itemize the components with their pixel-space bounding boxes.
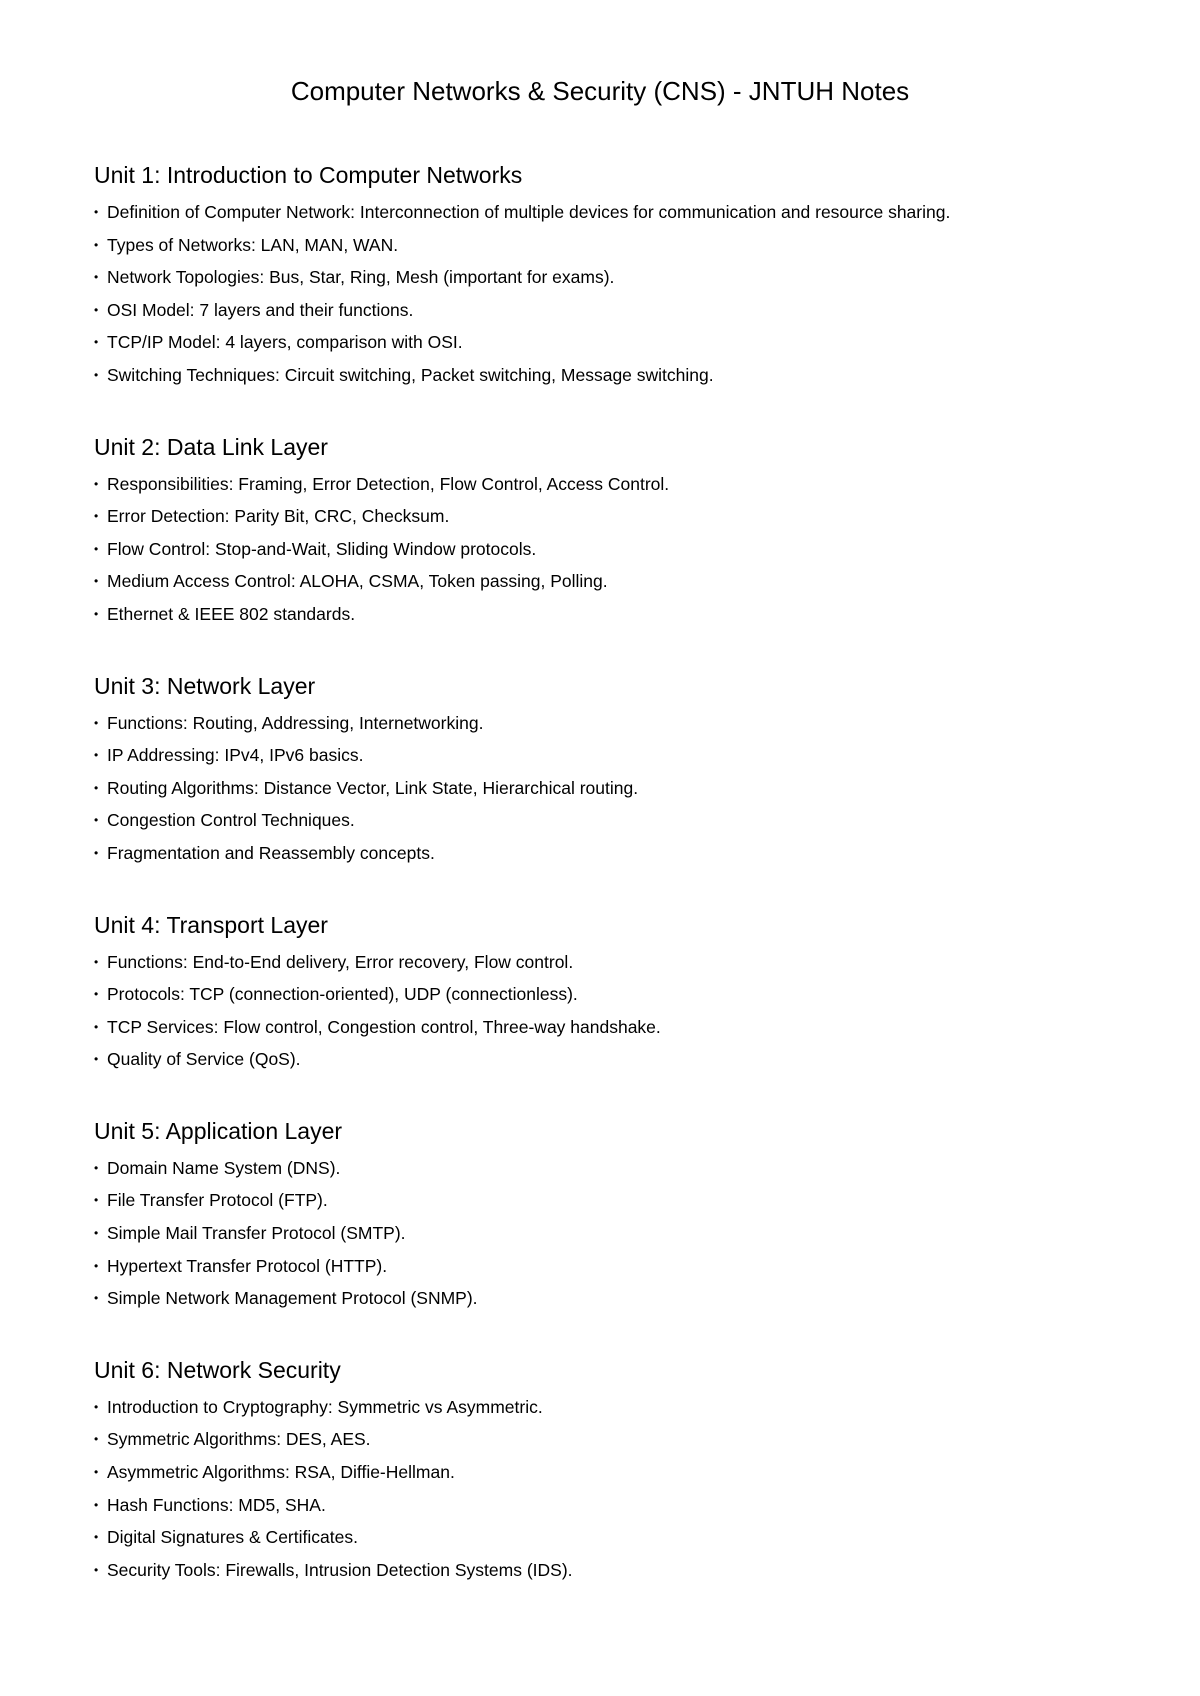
unit-list [94,1152,1144,1315]
bullet-icon: • [94,237,99,252]
list-item [94,326,1144,359]
list-item-text: Symmetric Algorithms: DES, AES. [107,1429,371,1450]
bullet-icon: • [94,509,99,524]
bullet-icon: • [94,845,99,860]
list-item-text: Congestion Control Techniques. [107,810,355,831]
bullet-icon: • [94,1160,99,1175]
list-item [94,565,1144,598]
unit-section-1 [94,160,1144,392]
list-item [94,468,1144,501]
bullet-icon: • [94,1432,99,1447]
list-item [94,946,1144,979]
bullet-icon: • [94,987,99,1002]
bullet-icon: • [94,1399,99,1414]
unit-heading: Unit 6: Network Security [94,1356,341,1383]
list-item-text: Digital Signatures & Certificates. [107,1527,358,1548]
bullet-icon: • [94,1497,99,1512]
bullet-icon: • [94,541,99,556]
unit-section-2 [94,432,1144,631]
list-item-text: Introduction to Cryptography: Symmetric vs Asymmetric. [107,1396,543,1417]
bullet-icon: • [94,1562,99,1577]
list-item-text: OSI Model: 7 layers and their functions. [107,299,414,320]
list-item-text: Hash Functions: MD5, SHA. [107,1494,326,1515]
unit-list [94,468,1144,631]
list-item-text: Asymmetric Algorithms: RSA, Diffie-Hellman. [107,1462,455,1483]
list-item-text: Flow Control: Stop-and-Wait, Sliding Window protocols. [107,538,537,559]
bullet-icon: • [94,954,99,969]
unit-list [94,1391,1144,1587]
list-item [94,500,1144,533]
list-item-text: Responsibilities: Framing, Error Detection, Flow Control, Access Control. [107,473,670,494]
list-item [94,772,1144,805]
list-item [94,978,1144,1011]
list-item-text: Routing Algorithms: Distance Vector, Link State, Hierarchical routing. [107,777,639,798]
list-item [94,196,1144,229]
bullet-icon: • [94,1226,99,1241]
bullet-icon: • [94,205,99,219]
list-item [94,1391,1144,1424]
list-item-text: Domain Name System (DNS). [107,1157,341,1178]
unit-heading: Unit 4: Transport Layer [94,911,328,938]
list-item [94,1282,1144,1315]
unit-section-6 [94,1355,1144,1587]
bullet-icon: • [94,1019,99,1034]
bullet-icon: • [94,606,99,621]
unit-heading: Unit 5: Application Layer [94,1117,343,1144]
bullet-icon: • [94,302,99,317]
list-item [94,1423,1144,1456]
list-item [94,1152,1144,1185]
list-item [94,1011,1144,1044]
bullet-icon: • [94,1530,99,1545]
bullet-icon: • [94,813,99,828]
bullet-icon: • [94,1052,99,1067]
bullet-icon: • [94,574,99,589]
list-item-text: Hypertext Transfer Protocol (HTTP). [107,1255,388,1276]
unit-section-4 [94,910,1144,1076]
list-item [94,1217,1144,1250]
bullet-icon: • [94,335,99,350]
list-item-text: Fragmentation and Reassembly concepts. [107,842,435,863]
unit-section-3 [94,671,1144,870]
list-item [94,1521,1144,1554]
list-item-text: TCP Services: Flow control, Congestion control, Three-way handshake. [107,1016,661,1037]
bullet-icon: • [94,748,99,763]
list-item [94,804,1144,837]
bullet-icon: • [94,1291,99,1306]
list-item-text: Quality of Service (QoS). [107,1049,301,1070]
bullet-icon: • [94,1465,99,1480]
unit-heading: Unit 3: Network Layer [94,672,316,699]
list-item-text: Network Topologies: Bus, Star, Ring, Mesh (important for exams). [107,267,615,288]
list-item [94,261,1144,294]
list-item [94,1489,1144,1522]
bullet-icon: • [94,270,99,285]
list-item-text: TCP/IP Model: 4 layers, comparison with OSI. [107,332,463,353]
bullet-icon: • [94,1258,99,1273]
list-item [94,294,1144,327]
list-item [94,1184,1144,1217]
list-item [94,837,1144,870]
bullet-icon: • [94,715,99,730]
list-item-text: Simple Network Management Protocol (SNMP). [107,1288,478,1309]
list-item [94,1554,1144,1587]
bullet-icon: • [94,476,99,491]
document-title: Computer Networks & Security (CNS) - JNTUH Notes [290,76,910,106]
unit-heading: Unit 1: Introduction to Computer Networks [94,162,523,188]
list-item [94,598,1144,631]
list-item-text: Protocols: TCP (connection-oriented), UDP (connectionless). [107,984,578,1005]
list-item [94,359,1144,392]
list-item [94,739,1144,772]
bullet-icon: • [94,780,99,795]
unit-list [94,707,1144,870]
bullet-icon: • [94,1193,99,1208]
unit-list [94,946,1144,1076]
list-item-text: Types of Networks: LAN, MAN, WAN. [107,234,399,255]
list-item [94,533,1144,566]
list-item [94,1250,1144,1283]
list-item-text: File Transfer Protocol (FTP). [107,1190,328,1211]
list-item-text: Ethernet & IEEE 802 standards. [107,603,356,624]
list-item [94,1456,1144,1489]
list-item-text: Functions: Routing, Addressing, Internetworking. [107,712,484,733]
list-item-text: Definition of Computer Network: Interconnection of multiple devices for communication and resource sharing. [107,202,951,222]
bullet-icon: • [94,367,99,382]
units-container [94,160,1144,1626]
list-item-text: IP Addressing: IPv4, IPv6 basics. [107,745,364,766]
unit-list [94,196,1144,392]
list-item-text: Simple Mail Transfer Protocol (SMTP). [107,1223,406,1244]
unit-section-5 [94,1116,1144,1315]
list-item-text: Error Detection: Parity Bit, CRC, Checksum. [107,506,450,527]
list-item-text: Security Tools: Firewalls, Intrusion Detection Systems (IDS). [107,1559,573,1580]
list-item-text: Switching Techniques: Circuit switching, Packet switching, Message switching. [107,364,714,385]
list-item-text: Medium Access Control: ALOHA, CSMA, Token passing, Polling. [107,571,608,592]
list-item-text: Functions: End-to-End delivery, Error recovery, Flow control. [107,951,574,972]
list-item [94,1043,1144,1076]
list-item [94,229,1144,262]
list-item [94,707,1144,740]
unit-heading: Unit 2: Data Link Layer [94,433,328,460]
